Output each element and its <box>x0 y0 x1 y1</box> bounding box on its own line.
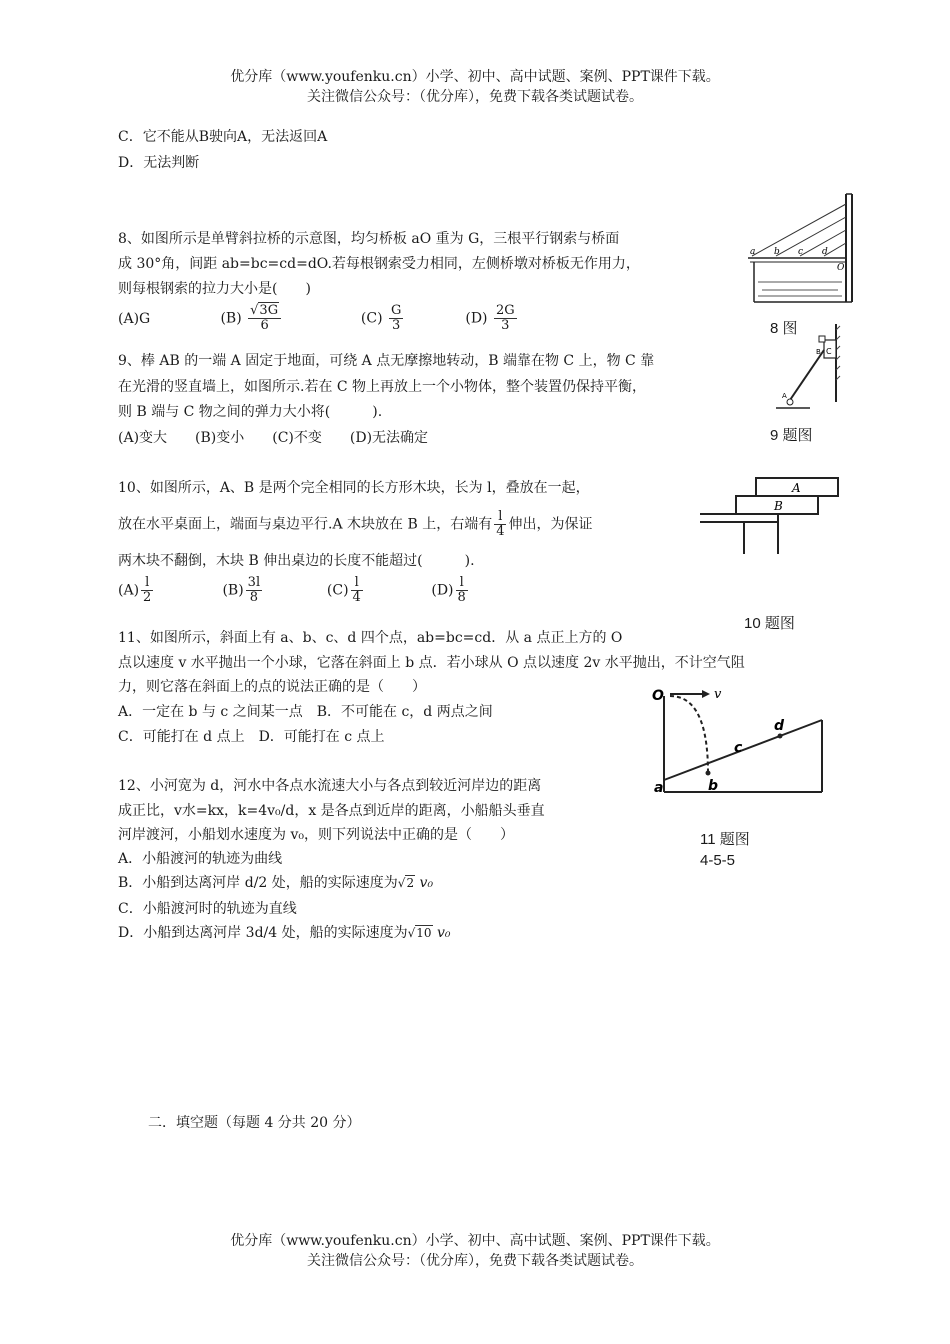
q8-option-b-fraction: $\frac{√3G}{6}$ <box>248 304 281 333</box>
header-line-1: 优分库（www.youfenku.cn）小学、初中、高中试题、案例、PPT课件下载。 <box>230 69 720 85</box>
q10-option-a-label: (A) <box>118 582 140 599</box>
q10-fig-label-b: B <box>774 499 783 513</box>
q9-line-1: 9、棒 AB 的一端 A 固定于地面，可绕 A 点无摩擦地转动，B 端靠在物 C 上，物 C 靠 <box>118 353 655 369</box>
q8-option-c-numerator: G <box>391 303 402 318</box>
q10-figure-caption: 10 题图 <box>744 615 795 632</box>
q8-line-2: 成 30°角，间距 ab=bc=cd=dO.若每根钢索受力相同，左侧桥墩对桥板无作用力， <box>118 256 640 272</box>
q11-fig-label-a: a <box>654 780 664 796</box>
q8-fig-label-b: b <box>774 247 780 257</box>
q8-line-3: 则每根钢索的拉力大小是( ) <box>118 281 311 297</box>
q12-option-b <box>118 872 433 892</box>
q10-option-d-label: (D) <box>431 582 454 599</box>
q10-line-2 <box>118 510 592 539</box>
header-line-2: 关注微信公众号：（优分库），免费下载各类试题试卷。 <box>307 89 643 105</box>
q10-blocks-figure <box>698 470 848 558</box>
q7-option-d: D．无法判断 <box>118 155 200 171</box>
q9-figure-caption: 9 题图 <box>770 427 813 444</box>
q10-option-a-fraction <box>141 576 153 605</box>
q8-options <box>118 304 519 333</box>
q12-option-b-radicand: 2 <box>406 876 415 890</box>
q9-line-2: 在光滑的竖直墙上，如图所示.若在 C 物上再放上一个小物体，整个装置仍保持平衡， <box>118 379 647 395</box>
q10-option-d-fraction <box>456 576 468 605</box>
q8-option-a: (A)G <box>118 310 151 327</box>
q10-line-2-end: 伸出，为保证 <box>508 516 593 533</box>
q8-option-b-label: (B) <box>220 310 242 327</box>
q11-figure-number: 4-5-5 <box>700 852 736 869</box>
q9-options: (A)变大 (B)变小 (C)不变 (D)无法确定 <box>118 430 429 446</box>
q11-options-cd: C．可能打在 d 点上 D．可能打在 c 点上 <box>118 729 385 745</box>
q8-figure-caption: 8 图 <box>770 320 798 337</box>
q12-option-d-radicand: 10 <box>416 926 432 940</box>
q12-option-d-radical: √10 <box>407 926 432 940</box>
q12-line-3: 河岸渡河，小船划水速度为 v₀，则下列说法中正确的是（ ） <box>118 827 514 843</box>
q12-option-d-unit: v₀ <box>432 925 451 941</box>
q8-bridge-figure <box>744 190 864 337</box>
q10-option-d-denominator: 8 <box>457 590 466 605</box>
q12-option-b-radical: √2 <box>397 876 415 890</box>
q8-option-d-fraction <box>494 304 517 333</box>
q10-option-c-label: (C) <box>326 582 349 599</box>
q9-line-3: 则 B 端与 C 物之间的弹力大小将( ). <box>118 404 383 420</box>
q8-option-d-denominator: 3 <box>501 318 510 333</box>
q12-option-b-text: B．小船到达离河岸 d/2 处，船的实际速度为 <box>118 875 398 891</box>
q11-fig-label-v: v <box>714 687 722 702</box>
q10-option-b-denominator: 8 <box>249 590 259 605</box>
q10-line-3: 两木块不翻倒，木块 B 伸出桌边的长度不能超过( ). <box>118 553 475 569</box>
q10-inline-fraction-numerator: l <box>494 510 506 525</box>
q8-option-b-denominator: 6 <box>260 318 269 333</box>
q8-fig-label-d: d <box>822 247 828 257</box>
q12-option-d <box>118 922 451 942</box>
footer-line-1: 优分库（www.youfenku.cn）小学、初中、高中试题、案例、PPT课件下载。 <box>230 1233 720 1249</box>
q9-fig-label-a: A <box>782 392 787 400</box>
q8-option-c-label: (C) <box>360 310 383 327</box>
q10-option-a-numerator: l <box>141 576 153 591</box>
q8-option-d <box>465 304 518 333</box>
section-2-title: 二．填空题（每题 4 分共 20 分） <box>148 1115 361 1131</box>
q11-fig-label-c: c <box>734 740 743 756</box>
q10-option-c-denominator: 4 <box>352 590 361 605</box>
q10-option-d <box>431 576 469 605</box>
q7-option-c: C．它不能从B驶向A，无法返回A <box>118 129 328 145</box>
q11-options-ab: A．一定在 b 与 c 之间某一点 B．不可能在 c，d 两点之间 <box>118 704 493 720</box>
footer-line-2: 关注微信公众号：（优分库），免费下载各类试题试卷。 <box>307 1253 643 1269</box>
q10-option-b <box>222 576 322 605</box>
q10-option-c <box>327 576 427 605</box>
q8-option-b-numerator: 3G <box>259 303 279 318</box>
q11-fig-label-o: O <box>652 688 664 704</box>
q11-incline-figure <box>640 680 830 810</box>
q12-line-2: 成正比，v水=kx，k=4v₀/d，x 是各点到近岸的距离，小船船头垂直 <box>118 803 545 819</box>
q12-option-a: A．小船渡河的轨迹为曲线 <box>118 851 283 867</box>
q10-option-a <box>118 576 218 605</box>
q10-option-b-numerator: 3l <box>247 575 261 590</box>
q10-line-1: 10、如图所示，A、B 是两个完全相同的长方形木块，长为 l，叠放在一起， <box>118 480 590 496</box>
q10-option-b-fraction <box>246 576 262 605</box>
q9-fig-label-c: C <box>826 347 832 356</box>
q10-inline-fraction-denominator: 4 <box>496 524 505 539</box>
q8-fig-label-c: c <box>798 247 804 257</box>
q9-rod-figure <box>770 322 840 417</box>
q11-line-3: 力，则它落在斜面上的点的说法正确的是（ ） <box>118 679 426 695</box>
q10-options <box>118 576 470 605</box>
q12-option-b-unit: v₀ <box>415 875 434 891</box>
q9-fig-label-b: B <box>816 348 821 356</box>
q8-option-d-label: (D) <box>465 310 488 327</box>
q8-line-1: 8、如图所示是单臂斜拉桥的示意图，均匀桥板 aO 重为 G，三根平行钢索与桥面 <box>118 231 620 247</box>
q12-option-d-text: D．小船到达离河岸 3d/4 处，船的实际速度为 <box>118 925 408 941</box>
q8-option-c-denominator: 3 <box>392 318 401 333</box>
q10-option-c-fraction <box>351 576 363 605</box>
q10-option-b-label: (B) <box>222 582 244 599</box>
q10-option-d-numerator: l <box>456 576 468 591</box>
q8-fig-label-a: a <box>750 247 756 257</box>
q8-option-c <box>361 304 461 333</box>
q11-fig-label-b: b <box>708 778 719 794</box>
q8-option-b <box>220 304 356 333</box>
q12-line-1: 12、小河宽为 d，河水中各点水流速大小与各点到较近河岸边的距离 <box>118 778 542 794</box>
q10-fig-label-a: A <box>792 481 801 495</box>
q8-option-c-fraction <box>389 304 403 333</box>
q10-inline-fraction <box>494 510 506 539</box>
q11-line-2: 点以速度 v 水平抛出一个小球，它落在斜面上 b 点．若小球从 O 点以速度 2v 水平抛出，不计空气阻 <box>118 655 745 671</box>
q8-fig-label-o: O <box>837 263 845 273</box>
q10-line-2-start: 放在水平桌面上，端面与桌边平行.A 木块放在 B 上，右端有 <box>118 516 493 533</box>
q11-figure-caption: 11 题图 <box>700 831 750 848</box>
q10-option-a-denominator: 2 <box>143 590 152 605</box>
q8-option-d-numerator: 2G <box>495 303 515 318</box>
q12-option-c: C．小船渡河时的轨迹为直线 <box>118 901 297 917</box>
q11-fig-label-d: d <box>774 718 785 734</box>
q10-option-c-numerator: l <box>351 576 363 591</box>
q11-line-1: 11、如图所示，斜面上有 a、b、c、d 四个点，ab=bc=cd．从 a 点正上方的 O <box>118 630 623 646</box>
